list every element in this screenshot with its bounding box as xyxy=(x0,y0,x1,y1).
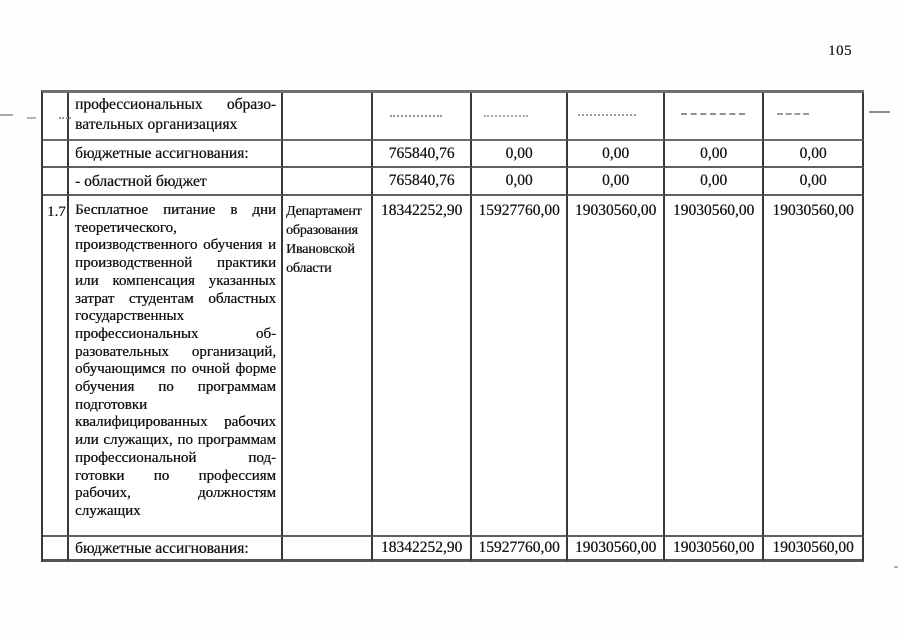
scan-artifact xyxy=(59,117,71,119)
value-cell: 19030560,00 xyxy=(764,196,864,537)
description-cell: Бесплатное питание в дни теоретического, производственного обучения и производственной практики или компенсация указанных затрат студентам областных государственных профессиональных об-разовательных организаций, обучающимся по очной форме обучения по программам подготовки квалифицированных рабочих или служащих, по программам профессиональной под-готовки по профессиям рабочих, должностям служащих xyxy=(69,196,283,537)
scan-artifact xyxy=(27,117,36,119)
value-cell: 19030560,00 xyxy=(665,196,764,537)
description-cell: - областной бюджет xyxy=(69,168,283,196)
row-number-cell xyxy=(43,537,69,562)
budget-table xyxy=(41,90,864,562)
value-cell: 18342252,90 xyxy=(373,537,472,562)
value-cell: 0,00 xyxy=(568,168,665,196)
value-cell: 19030560,00 xyxy=(568,196,665,537)
row-number-cell xyxy=(43,168,69,196)
department-cell xyxy=(283,93,373,141)
description-cell: бюджетные ассигнования: xyxy=(69,141,283,168)
row-number-cell xyxy=(43,141,69,168)
scan-artifact xyxy=(484,115,528,117)
value-cell xyxy=(472,93,568,141)
department-cell: Департамент образования Ивановской области xyxy=(283,196,373,537)
value-cell: 0,00 xyxy=(665,141,764,168)
value-cell: 0,00 xyxy=(665,168,764,196)
scan-artifact xyxy=(777,113,809,115)
value-cell: 19030560,00 xyxy=(568,537,665,562)
department-cell xyxy=(283,168,373,196)
value-cell: 0,00 xyxy=(568,141,665,168)
value-cell: 0,00 xyxy=(764,141,864,168)
value-cell: 765840,76 xyxy=(373,141,472,168)
scan-artifact xyxy=(681,113,745,115)
department-cell xyxy=(283,141,373,168)
scan-artifact xyxy=(390,115,442,117)
department-cell xyxy=(283,537,373,562)
scan-artifact xyxy=(894,566,898,568)
page-number: 105 xyxy=(828,43,852,59)
value-cell: 0,00 xyxy=(472,168,568,196)
value-cell: 0,00 xyxy=(764,168,864,196)
value-cell xyxy=(764,93,864,141)
description-cell: профессиональных образо-вательных организациях xyxy=(69,93,283,141)
row-number-cell: 1.7 xyxy=(43,196,69,537)
value-cell: 15927760,00 xyxy=(472,196,568,537)
scan-artifact xyxy=(578,114,636,116)
scan-artifact xyxy=(0,114,13,116)
value-cell: 19030560,00 xyxy=(764,537,864,562)
value-cell: 765840,76 xyxy=(373,168,472,196)
scan-artifact xyxy=(869,111,890,113)
description-cell: бюджетные ассигнования: xyxy=(69,537,283,562)
value-cell xyxy=(665,93,764,141)
value-cell xyxy=(373,93,472,141)
value-cell: 0,00 xyxy=(472,141,568,168)
value-cell: 19030560,00 xyxy=(665,537,764,562)
value-cell: 15927760,00 xyxy=(472,537,568,562)
value-cell xyxy=(568,93,665,141)
value-cell: 18342252,90 xyxy=(373,196,472,537)
